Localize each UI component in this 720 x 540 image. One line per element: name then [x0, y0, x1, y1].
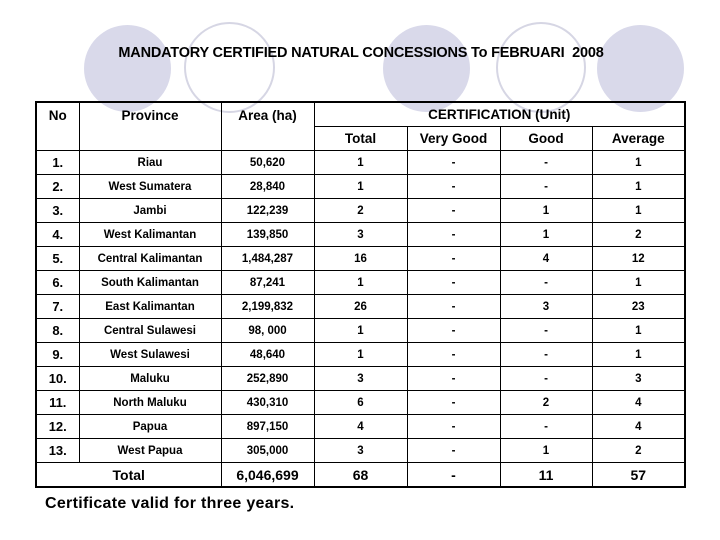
row-no: 3. — [36, 199, 79, 223]
row-average: 2 — [592, 223, 685, 247]
row-area: 48,640 — [221, 343, 314, 367]
row-province: West Sulawesi — [79, 343, 221, 367]
header-good: Good — [500, 127, 592, 151]
table-row — [36, 319, 685, 343]
row-average: 4 — [592, 391, 685, 415]
row-average: 1 — [592, 151, 685, 175]
row-no: 12. — [36, 415, 79, 439]
row-very-good: - — [407, 199, 500, 223]
row-total: 1 — [314, 343, 407, 367]
row-very-good: - — [407, 223, 500, 247]
row-very-good: - — [407, 343, 500, 367]
total-very-good: - — [407, 463, 500, 488]
row-very-good: - — [407, 391, 500, 415]
concessions-table — [35, 101, 686, 488]
row-good: 1 — [500, 439, 592, 463]
row-good: - — [500, 319, 592, 343]
row-good: - — [500, 151, 592, 175]
row-area: 1,484,287 — [221, 247, 314, 271]
row-area: 50,620 — [221, 151, 314, 175]
row-province: Jambi — [79, 199, 221, 223]
row-good: 4 — [500, 247, 592, 271]
header-certification: CERTIFICATION (Unit) — [314, 102, 685, 127]
row-average: 4 — [592, 415, 685, 439]
row-average: 3 — [592, 367, 685, 391]
row-area: 139,850 — [221, 223, 314, 247]
total-label: Total — [36, 463, 221, 488]
row-good: - — [500, 367, 592, 391]
footer-note: Certificate valid for three years. — [45, 495, 295, 512]
row-area: 122,239 — [221, 199, 314, 223]
total-total: 68 — [314, 463, 407, 488]
row-average: 23 — [592, 295, 685, 319]
row-very-good: - — [407, 295, 500, 319]
row-average: 1 — [592, 319, 685, 343]
row-good: - — [500, 175, 592, 199]
header-province: Province — [79, 102, 221, 151]
row-area: 98, 000 — [221, 319, 314, 343]
row-very-good: - — [407, 439, 500, 463]
row-no: 5. — [36, 247, 79, 271]
decor-circle-outline-1 — [184, 22, 275, 113]
table-row — [36, 199, 685, 223]
decor-circle-filled-1 — [84, 25, 171, 112]
page-title: MANDATORY CERTIFIED NATURAL CONCESSIONS To FEBRUARI 2008 — [118, 45, 604, 61]
table-row — [36, 151, 685, 175]
table-row — [36, 295, 685, 319]
row-province: West Sumatera — [79, 175, 221, 199]
row-total: 1 — [314, 175, 407, 199]
row-very-good: - — [407, 271, 500, 295]
header-no: No — [36, 102, 79, 151]
row-no: 1. — [36, 151, 79, 175]
row-total: 2 — [314, 199, 407, 223]
row-average: 1 — [592, 199, 685, 223]
row-province: West Papua — [79, 439, 221, 463]
row-very-good: - — [407, 247, 500, 271]
row-no: 9. — [36, 343, 79, 367]
row-no: 13. — [36, 439, 79, 463]
table-row — [36, 415, 685, 439]
row-province: East Kalimantan — [79, 295, 221, 319]
row-no: 10. — [36, 367, 79, 391]
row-area: 28,840 — [221, 175, 314, 199]
row-total: 26 — [314, 295, 407, 319]
table-row — [36, 367, 685, 391]
table-row — [36, 391, 685, 415]
row-average: 1 — [592, 271, 685, 295]
row-good: 3 — [500, 295, 592, 319]
row-average: 1 — [592, 175, 685, 199]
row-province: Papua — [79, 415, 221, 439]
row-total: 4 — [314, 415, 407, 439]
total-average: 57 — [592, 463, 685, 488]
row-province: Maluku — [79, 367, 221, 391]
row-no: 11. — [36, 391, 79, 415]
row-good: 2 — [500, 391, 592, 415]
row-average: 2 — [592, 439, 685, 463]
row-area: 897,150 — [221, 415, 314, 439]
row-province: West Kalimantan — [79, 223, 221, 247]
row-province: Central Kalimantan — [79, 247, 221, 271]
decor-circle-outline-2 — [496, 22, 586, 113]
row-very-good: - — [407, 319, 500, 343]
header-area: Area (ha) — [221, 102, 314, 151]
header-average: Average — [592, 127, 685, 151]
row-province: Riau — [79, 151, 221, 175]
row-total: 16 — [314, 247, 407, 271]
header-total: Total — [314, 127, 407, 151]
row-total: 6 — [314, 391, 407, 415]
row-total: 1 — [314, 151, 407, 175]
row-area: 87,241 — [221, 271, 314, 295]
row-very-good: - — [407, 415, 500, 439]
row-good: 1 — [500, 223, 592, 247]
row-total: 1 — [314, 271, 407, 295]
table-row — [36, 247, 685, 271]
row-total: 1 — [314, 319, 407, 343]
row-area: 252,890 — [221, 367, 314, 391]
total-area: 6,046,699 — [221, 463, 314, 488]
row-province: North Maluku — [79, 391, 221, 415]
table-row — [36, 271, 685, 295]
row-good: - — [500, 343, 592, 367]
row-province: South Kalimantan — [79, 271, 221, 295]
row-no: 8. — [36, 319, 79, 343]
total-good: 11 — [500, 463, 592, 488]
row-no: 7. — [36, 295, 79, 319]
row-area: 2,199,832 — [221, 295, 314, 319]
row-very-good: - — [407, 151, 500, 175]
table-row — [36, 343, 685, 367]
row-very-good: - — [407, 175, 500, 199]
table-row — [36, 175, 685, 199]
decor-circle-filled-3 — [597, 25, 684, 112]
row-area: 430,310 — [221, 391, 314, 415]
row-total: 3 — [314, 223, 407, 247]
row-no: 6. — [36, 271, 79, 295]
row-total: 3 — [314, 367, 407, 391]
row-good: - — [500, 415, 592, 439]
decor-circle-filled-2 — [383, 25, 470, 112]
row-area: 305,000 — [221, 439, 314, 463]
row-total: 3 — [314, 439, 407, 463]
row-very-good: - — [407, 367, 500, 391]
header-row-top — [36, 102, 685, 127]
row-good: 1 — [500, 199, 592, 223]
table-row — [36, 439, 685, 463]
row-good: - — [500, 271, 592, 295]
row-average: 12 — [592, 247, 685, 271]
header-very-good: Very Good — [407, 127, 500, 151]
row-average: 1 — [592, 343, 685, 367]
row-no: 2. — [36, 175, 79, 199]
total-row — [36, 463, 685, 488]
row-no: 4. — [36, 223, 79, 247]
row-province: Central Sulawesi — [79, 319, 221, 343]
table-row — [36, 223, 685, 247]
